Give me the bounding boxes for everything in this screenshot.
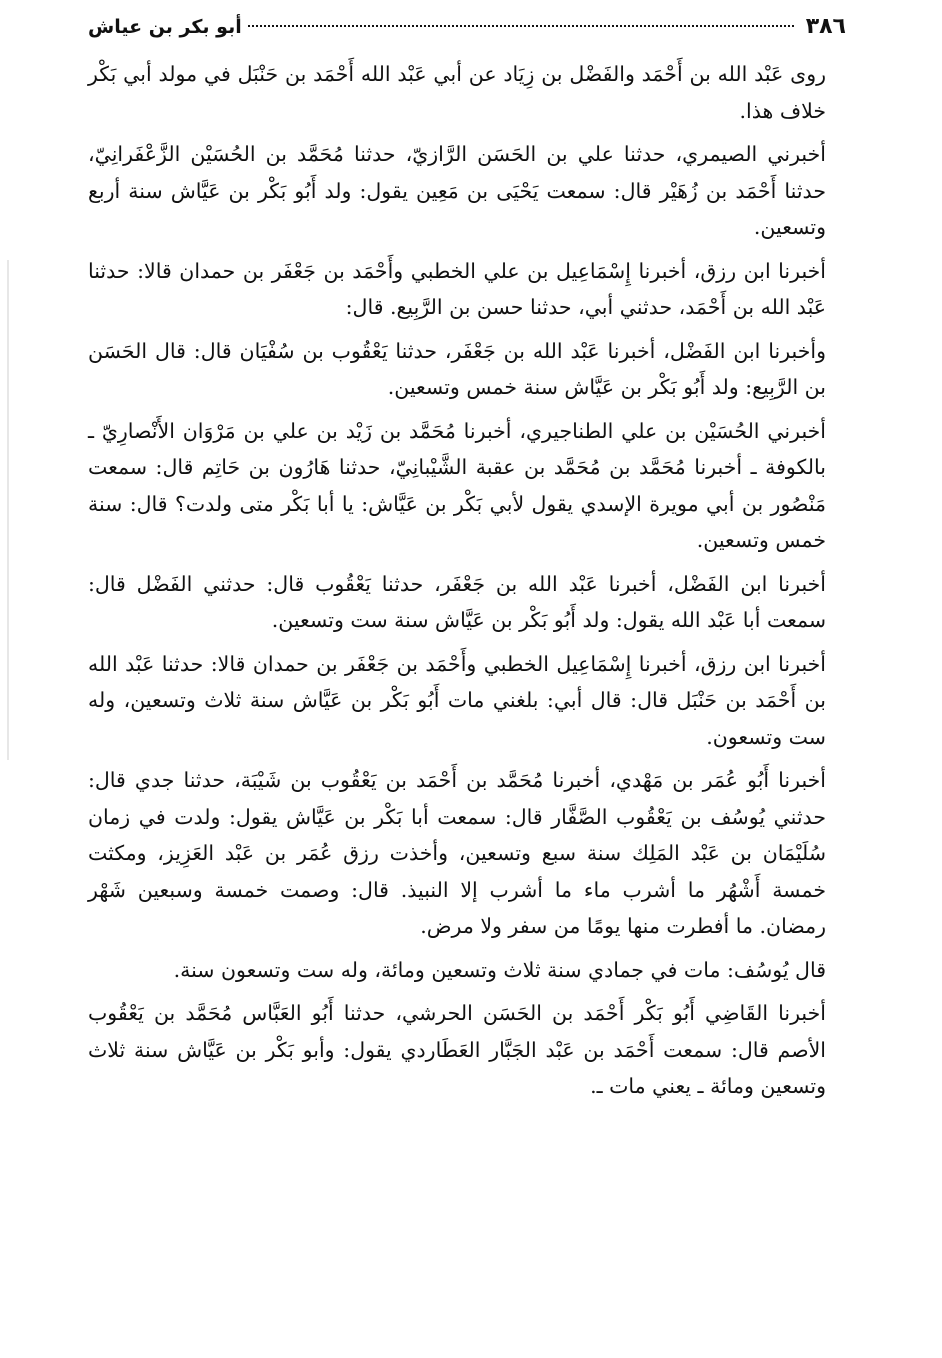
body-text <box>88 56 846 1105</box>
running-title: أبو بكر بن عياش <box>88 16 242 38</box>
page-header <box>88 14 846 52</box>
paragraph: روى عَبْد الله بن أَحْمَد والفَضْل بن زِيَاد عن أبي عَبْد الله أَحْمَد بن حَنْبَل في مولد أبي بَكْر خلاف هذا. <box>88 62 826 123</box>
paragraph: أخبرني الحُسَيْن بن علي الطناجيري، أخبرنا مُحَمَّد بن زَيْد بن علي بن مَرْوَان الأَنْصارِيّ ـ بالكوفة ـ أخبرنا مُحَمَّد بن مُحَمَّد بن عقبة الشَّيْبانِيّ، حدثنا هَارُون بن حَاتِم قال: سمعت مَنْصُور بن أبي مويرة الإسدي يقول لأبي بَكْر بن عَيَّاش: يا أبا بَكْر متى ولدت؟ قال: سنة خمس وتسعين. <box>88 418 826 552</box>
dotted-leader <box>248 25 794 27</box>
paragraph: أخبرني الصيمري، حدثنا علي بن الحَسَن الرَّازيّ، حدثنا مُحَمَّد بن الحُسَيْن الزَّعْفَرانِيّ، حدثنا أَحْمَد بن زُهَيْر قال: سمعت يَحْيَى بن مَعِين يقول: ولد أَبُو بَكْر بن عَيَّاش سنة أربع وتسعين. <box>88 142 826 239</box>
paragraph: قال يُوسُف: مات في جمادي سنة ثلاث وتسعين ومائة، وله ست وتسعون سنة. <box>173 957 826 982</box>
book-page <box>88 14 846 1112</box>
page-number: ٣٨٦ <box>805 14 846 39</box>
paragraph: أخبرنا ابن الفَضْل، أخبرنا عَبْد الله بن جَعْفَر، حدثنا يَعْقُوب قال: حدثني الفَضْل قال: سمعت أبا عَبْد الله يقول: ولد أَبُو بَكْر بن عَيَّاش سنة ست وتسعين. <box>88 571 826 632</box>
paragraph: أخبرنا ابن رزق، أخبرنا إِسْمَاعِيل الخطبي وأَحْمَد بن جَعْفَر بن حمدان قالا: حدثنا عَبْد الله بن أَحْمَد بن حَنْبَل قال: قال أبي: بلغني مات أَبُو بَكْر بن عَيَّاش سنة ثلاث وتسعين، وله ست وتسعون. <box>88 651 826 749</box>
paragraph: أخبرنا أَبُو عُمَر بن مَهْدي، أخبرنا مُحَمَّد بن أَحْمَد بن يَعْقُوب بن شَيْبَة، حدثنا جدي قال: حدثني يُوسُف بن يَعْقُوب الصَّفَّار قال: سمعت أبا بَكْر بن عَيَّاش يقول: ولدت في زمان سُلَيْمَان بن عَبْد المَلِك سنة سبع وتسعين، وأخذت رزق عُمَر بن عَبْد العَزِيز، ومكثت خمسة أَشْهُر ما أشرب ماء ما أشرب إلا النبيذ. قال: وصمت خمسة وسبعين شَهْر رمضان. ما أفطرت منها يومًا من سفر ولا مرض. <box>88 768 826 938</box>
paragraph: أخبرنا القَاضِي أَبُو بَكْر أَحْمَد بن الحَسَن الحرشي، حدثنا أَبُو العَبَّاس مُحَمَّد بن يَعْقُوب الأصم قال: سمعت أَحْمَد بن عَبْد الجَبَّار العَطَاردي يقول: وأبو بَكْر بن عَيَّاش سنة ثلاث وتسعين ومائة ـ يعني مات ـ. <box>88 1001 826 1098</box>
paragraph: أخبرنا ابن رزق، أخبرنا إِسْمَاعِيل بن علي الخطبي وأَحْمَد بن جَعْفَر بن حمدان قالا: حدثنا عَبْد الله بن أَحْمَد، حدثني أبي، حدثنا حسن بن الرَّبِيع. قال: <box>88 258 826 319</box>
paragraph: وأخبرنا ابن الفَضْل، أخبرنا عَبْد الله بن جَعْفَر، حدثنا يَعْقُوب بن سُفْيَان قال: قال الحَسَن بن الرَّبِيع: ولد أَبُو بَكْر بن عَيَّاش سنة خمس وتسعين. <box>88 338 826 399</box>
